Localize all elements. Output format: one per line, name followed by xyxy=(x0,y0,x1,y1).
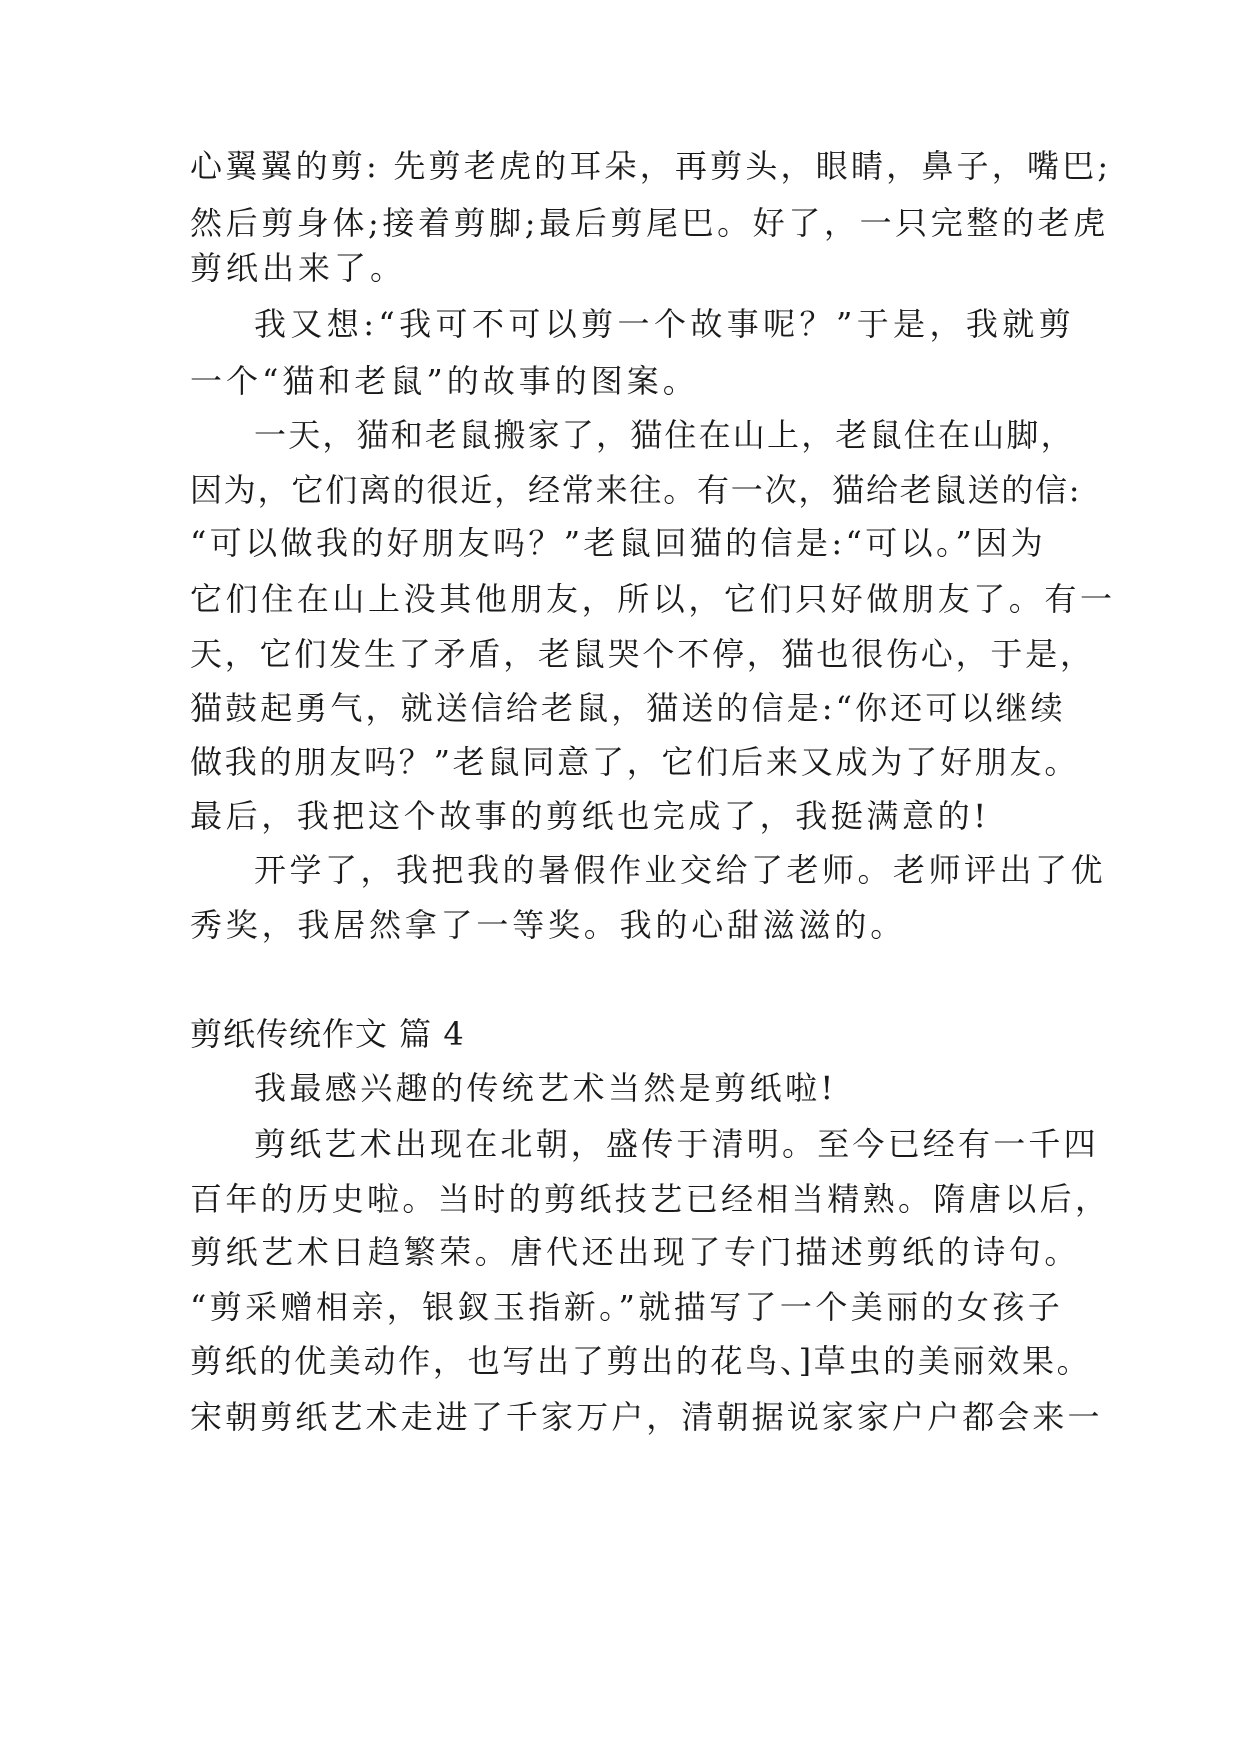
paragraph-line: 心翼翼的剪: 先剪老虎的耳朵，再剪头，眼睛，鼻子，嘴巴; xyxy=(190,147,1112,185)
paragraph-line: 我又想:“我可不可以剪一个故事呢？”于是，我就剪 xyxy=(254,305,1076,343)
paragraph-line: 做我的朋友吗？”老鼠同意了，它们后来又成为了好朋友。 xyxy=(190,743,1080,781)
section-heading: 剪纸传统作文 篇 4 xyxy=(190,1015,465,1053)
paragraph-line: 一天，猫和老鼠搬家了，猫住在山上，老鼠住在山脚， xyxy=(254,416,1075,454)
paragraph-line: 开学了，我把我的暑假作业交给了老师。老师评出了优 xyxy=(254,851,1107,889)
paragraph-line: 它们住在山上没其他朋友，所以，它们只好做朋友了。有一 xyxy=(190,580,1116,618)
paragraph-line: 剪纸的优美动作，也写出了剪出的花鸟、]草虫的美丽效果。 xyxy=(190,1342,1092,1380)
paragraph-line: “可以做我的好朋友吗？”老鼠回猫的信是:“可以。”因为 xyxy=(190,524,1047,562)
paragraph-line: 天，它们发生了矛盾，老鼠哭个不停，猫也很伤心，于是， xyxy=(190,635,1095,673)
paragraph-line: 然后剪身体;接着剪脚;最后剪尾巴。好了，一只完整的老虎 xyxy=(190,204,1109,242)
paragraph-line: “剪采赠相亲，银釵玉指新。”就描写了一个美丽的女孩子 xyxy=(190,1288,1064,1326)
paragraph-line: 我最感兴趣的传统艺术当然是剪纸啦! xyxy=(254,1069,837,1107)
paragraph-line: 剪纸出来了。 xyxy=(190,249,407,287)
paragraph-line: 最后，我把这个故事的剪纸也完成了，我挺满意的! xyxy=(190,797,990,835)
paragraph-line: 宋朝剪纸艺术走进了千家万户，清朝据说家家户户都会来一 xyxy=(190,1398,1103,1436)
paragraph-line: 剪纸艺术日趋繁荣。唐代还出现了专门描述剪纸的诗句。 xyxy=(190,1233,1081,1271)
paragraph-line: 百年的历史啦。当时的剪纸技艺已经相当精熟。隋唐以后， xyxy=(190,1180,1111,1218)
paragraph-line: 剪纸艺术出现在北朝，盛传于清明。至今已经有一千四 xyxy=(254,1125,1099,1163)
paragraph-line: 秀奖，我居然拿了一等奖。我的心甜滋滋的。 xyxy=(190,906,907,944)
paragraph-line: 因为，它们离的很近，经常来往。有一次，猫给老鼠送的信: xyxy=(190,471,1082,509)
paragraph-line: 猫鼓起勇气，就送信给老鼠，猫送的信是:“你还可以继续 xyxy=(190,689,1066,727)
paragraph-line: 一个“猫和老鼠”的故事的图案。 xyxy=(190,362,699,400)
